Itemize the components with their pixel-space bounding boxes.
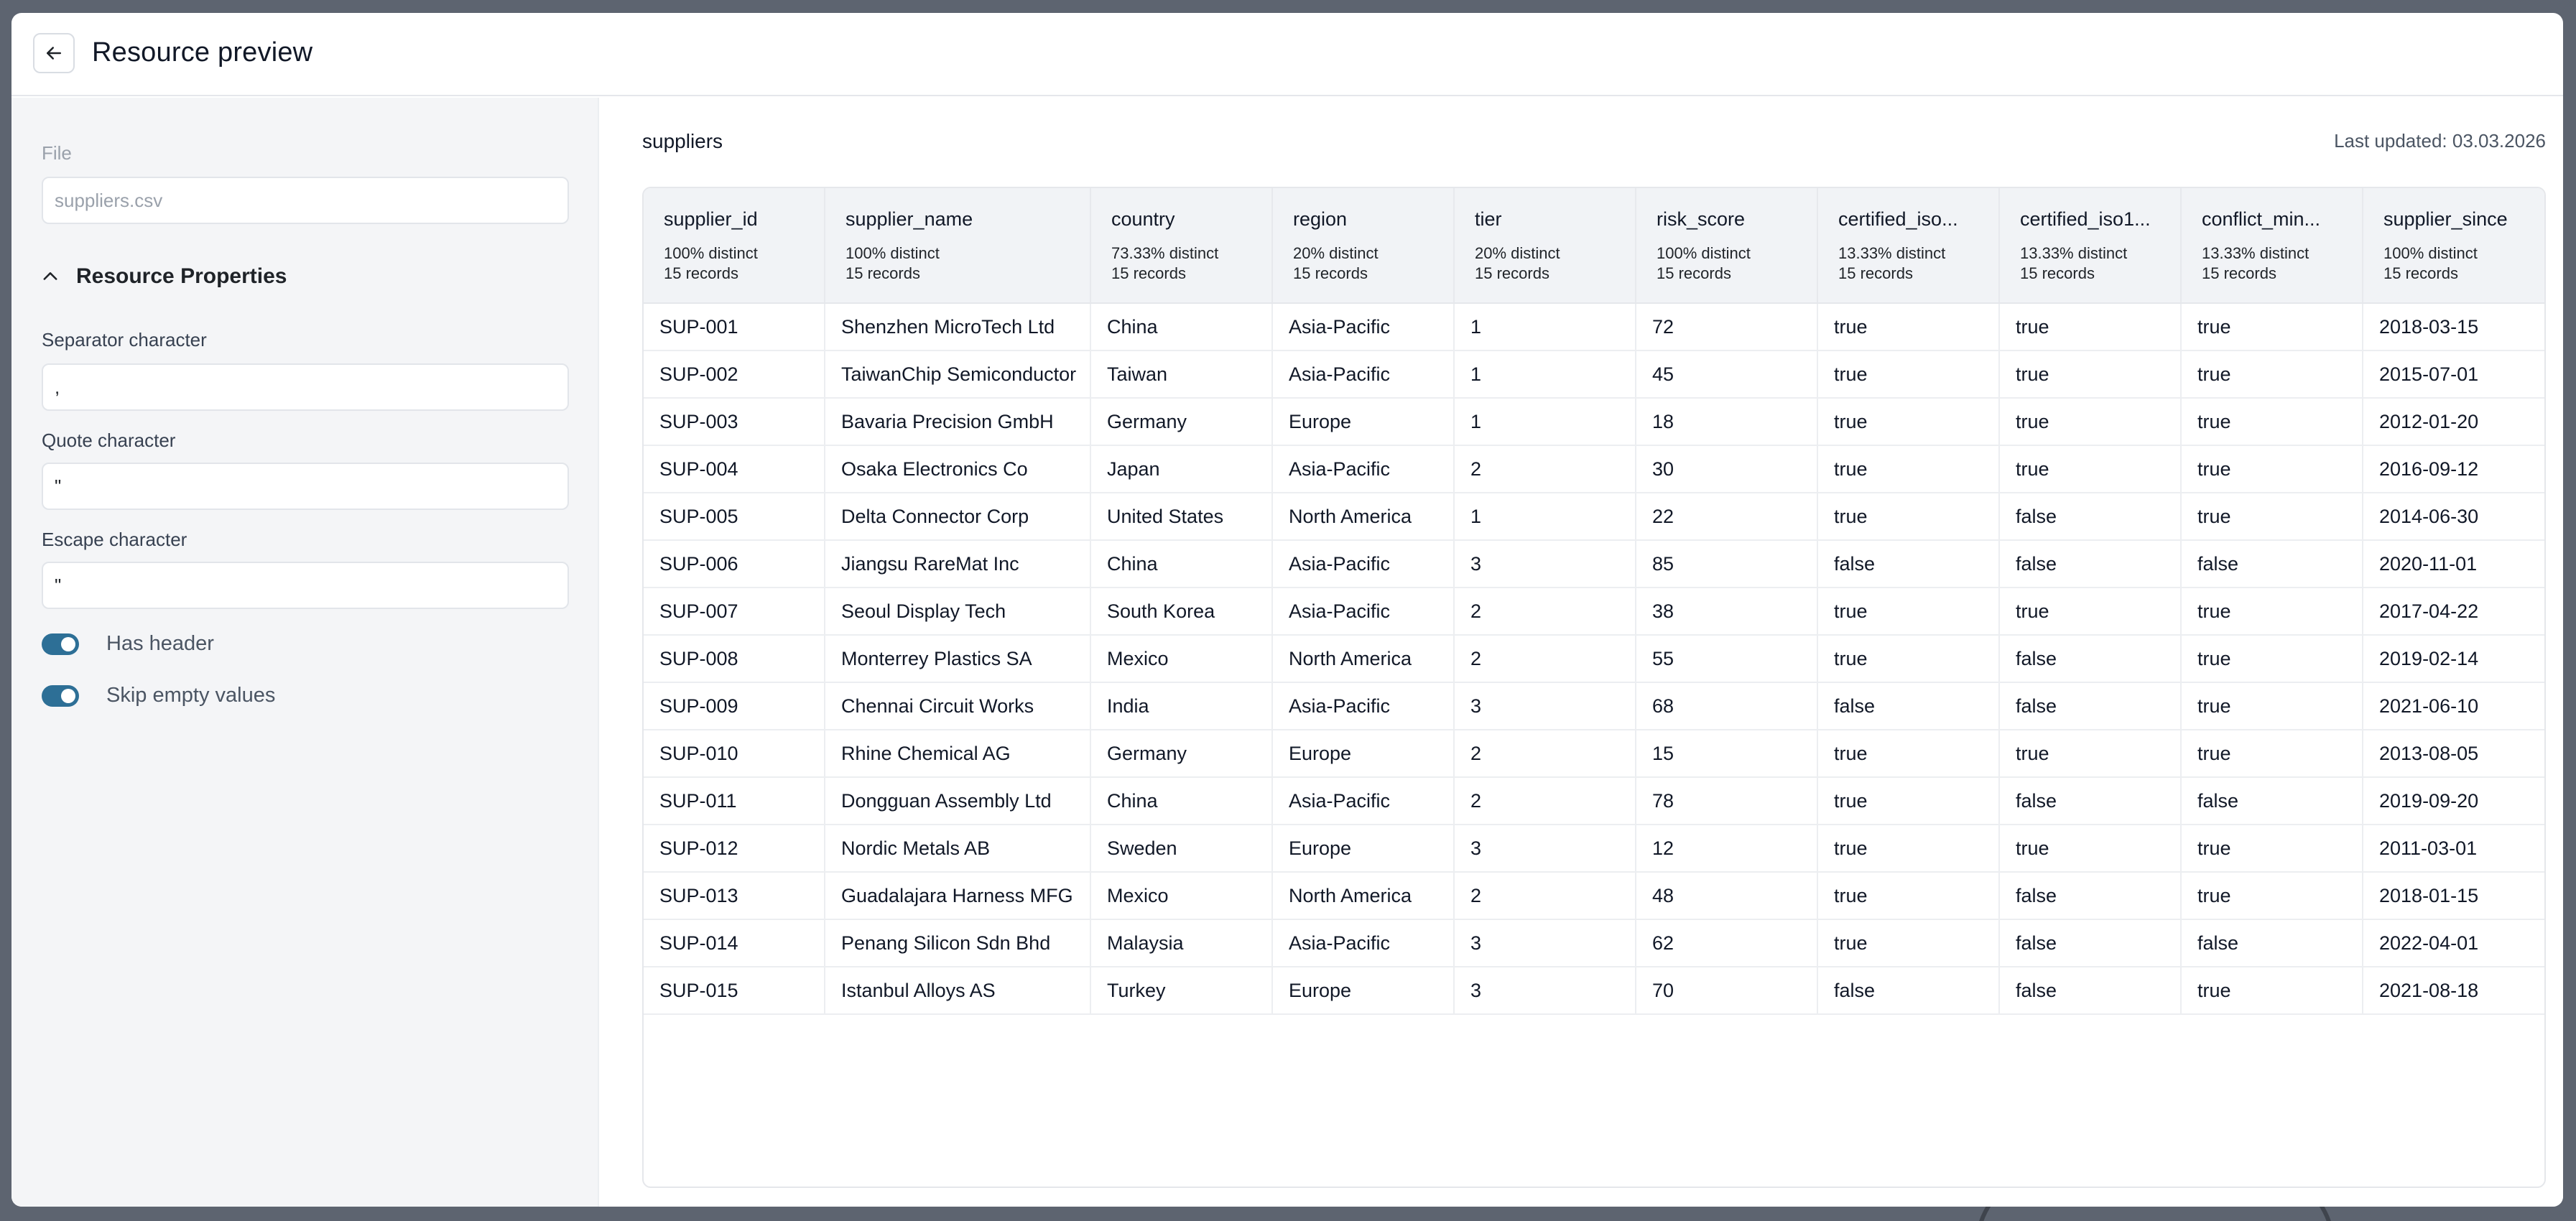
column-stats bbox=[2202, 243, 2362, 284]
column-distinct: 100% distinct bbox=[1657, 244, 1751, 262]
table-cell: 1 bbox=[1454, 493, 1636, 540]
file-label: File bbox=[42, 142, 72, 164]
has-header-row bbox=[42, 632, 214, 656]
table-cell: SUP-001 bbox=[644, 303, 825, 350]
table-cell: true bbox=[2181, 730, 2363, 777]
table-cell: Mexico bbox=[1090, 872, 1272, 919]
table-cell: 2021-08-18 bbox=[2363, 967, 2546, 1014]
table-cell: 2018-03-15 bbox=[2363, 303, 2546, 350]
resource-name: suppliers bbox=[642, 130, 723, 152]
table-cell: 68 bbox=[1636, 682, 1817, 730]
table-cell: North America bbox=[1272, 493, 1454, 540]
column-name: certified_iso... bbox=[1838, 208, 1958, 230]
table-cell: North America bbox=[1272, 635, 1454, 682]
table-cell: true bbox=[1817, 398, 1999, 445]
table-cell: Asia-Pacific bbox=[1272, 588, 1454, 635]
preview-main bbox=[601, 98, 2563, 1207]
last-updated: Last updated: 03.03.2026 bbox=[2334, 130, 2546, 152]
column-distinct: 100% distinct bbox=[2383, 244, 2478, 262]
table-cell: SUP-013 bbox=[644, 872, 825, 919]
table-cell: 85 bbox=[1636, 540, 1817, 588]
table-cell: South Korea bbox=[1090, 588, 1272, 635]
column-records: 15 records bbox=[1111, 264, 1186, 282]
separator-label: Separator character bbox=[42, 329, 207, 350]
table-cell: Istanbul Alloys AS bbox=[825, 967, 1090, 1014]
table-cell: true bbox=[1817, 825, 1999, 872]
column-records: 15 records bbox=[1657, 264, 1731, 282]
column-header[interactable] bbox=[2363, 188, 2546, 303]
resource-preview-modal bbox=[11, 13, 2563, 1207]
table-row[interactable] bbox=[644, 635, 2546, 682]
table-cell: Bavaria Precision GmbH bbox=[825, 398, 1090, 445]
column-header[interactable] bbox=[1999, 188, 2181, 303]
table-cell: 70 bbox=[1636, 967, 1817, 1014]
table-cell: SUP-008 bbox=[644, 635, 825, 682]
table-cell: true bbox=[2181, 682, 2363, 730]
quote-label: Quote character bbox=[42, 430, 176, 451]
table-cell: Jiangsu RareMat Inc bbox=[825, 540, 1090, 588]
table-cell: 62 bbox=[1636, 919, 1817, 967]
table-cell: 2 bbox=[1454, 588, 1636, 635]
table-row[interactable] bbox=[644, 730, 2546, 777]
table-cell: Osaka Electronics Co bbox=[825, 445, 1090, 493]
column-records: 15 records bbox=[845, 264, 920, 282]
table-cell: 2014-06-30 bbox=[2363, 493, 2546, 540]
table-cell: 12 bbox=[1636, 825, 1817, 872]
table-cell: 3 bbox=[1454, 967, 1636, 1014]
table-cell: Europe bbox=[1272, 398, 1454, 445]
table-cell: false bbox=[1999, 777, 2181, 825]
table-cell: Asia-Pacific bbox=[1272, 777, 1454, 825]
escape-label: Escape character bbox=[42, 529, 187, 550]
table-cell: false bbox=[1999, 635, 2181, 682]
table-cell: Monterrey Plastics SA bbox=[825, 635, 1090, 682]
table-cell: United States bbox=[1090, 493, 1272, 540]
chevron-up-icon bbox=[40, 266, 60, 287]
table-cell: true bbox=[2181, 303, 2363, 350]
column-header[interactable] bbox=[1817, 188, 1999, 303]
table-cell: 2 bbox=[1454, 635, 1636, 682]
column-name: supplier_id bbox=[664, 208, 758, 230]
table-cell: Asia-Pacific bbox=[1272, 540, 1454, 588]
column-records: 15 records bbox=[2383, 264, 2458, 282]
column-records: 15 records bbox=[1838, 264, 1913, 282]
table-cell: true bbox=[1817, 730, 1999, 777]
table-cell: false bbox=[2181, 540, 2363, 588]
table-cell: Turkey bbox=[1090, 967, 1272, 1014]
page-title: Resource preview bbox=[92, 37, 313, 68]
table-cell: Europe bbox=[1272, 825, 1454, 872]
column-distinct: 20% distinct bbox=[1293, 244, 1379, 262]
table-cell: SUP-015 bbox=[644, 967, 825, 1014]
quote-input[interactable] bbox=[42, 463, 569, 510]
table-cell: true bbox=[1999, 588, 2181, 635]
table-cell: 1 bbox=[1454, 398, 1636, 445]
table-cell: false bbox=[1999, 919, 2181, 967]
table-cell: SUP-007 bbox=[644, 588, 825, 635]
arrow-left-icon bbox=[43, 42, 65, 64]
column-stats bbox=[1111, 243, 1271, 284]
table-cell: true bbox=[1817, 303, 1999, 350]
table-cell: SUP-014 bbox=[644, 919, 825, 967]
table-cell: Dongguan Assembly Ltd bbox=[825, 777, 1090, 825]
column-distinct: 100% distinct bbox=[664, 244, 758, 262]
table-cell: Seoul Display Tech bbox=[825, 588, 1090, 635]
table-cell: 2015-07-01 bbox=[2363, 350, 2546, 398]
table-cell: 15 bbox=[1636, 730, 1817, 777]
table-cell: 55 bbox=[1636, 635, 1817, 682]
table-cell: Chennai Circuit Works bbox=[825, 682, 1090, 730]
column-distinct: 100% distinct bbox=[845, 244, 940, 262]
column-distinct: 20% distinct bbox=[1475, 244, 1560, 262]
table-cell: 1 bbox=[1454, 303, 1636, 350]
column-records: 15 records bbox=[2020, 264, 2095, 282]
table-cell: false bbox=[1999, 872, 2181, 919]
column-stats bbox=[845, 243, 1090, 284]
table-cell: true bbox=[1999, 350, 2181, 398]
column-stats bbox=[2383, 243, 2546, 284]
table-cell: China bbox=[1090, 303, 1272, 350]
has-header-label: Has header bbox=[106, 632, 214, 655]
table-cell: India bbox=[1090, 682, 1272, 730]
escape-input[interactable] bbox=[42, 562, 569, 609]
table-cell: true bbox=[2181, 635, 2363, 682]
column-records: 15 records bbox=[1293, 264, 1368, 282]
table-cell: true bbox=[1999, 730, 2181, 777]
skip-empty-toggle[interactable] bbox=[42, 685, 79, 707]
column-header[interactable] bbox=[825, 188, 1090, 303]
table-cell: 2016-09-12 bbox=[2363, 445, 2546, 493]
table-row[interactable] bbox=[644, 493, 2546, 540]
table-cell: false bbox=[1999, 682, 2181, 730]
table-row[interactable] bbox=[644, 682, 2546, 730]
table-cell: true bbox=[2181, 967, 2363, 1014]
table-row[interactable] bbox=[644, 303, 2546, 350]
has-header-toggle[interactable] bbox=[42, 633, 79, 655]
column-stats bbox=[1657, 243, 1817, 284]
column-distinct: 73.33% distinct bbox=[1111, 244, 1219, 262]
column-stats bbox=[664, 243, 824, 284]
table-cell: China bbox=[1090, 777, 1272, 825]
table-body bbox=[644, 303, 2546, 1014]
skip-empty-row bbox=[42, 684, 275, 707]
column-name: country bbox=[1111, 208, 1175, 230]
table-cell: 2018-01-15 bbox=[2363, 872, 2546, 919]
table-cell: 3 bbox=[1454, 825, 1636, 872]
table-cell: Japan bbox=[1090, 445, 1272, 493]
table-cell: SUP-003 bbox=[644, 398, 825, 445]
section-title: Resource Properties bbox=[76, 264, 287, 288]
table-cell: Asia-Pacific bbox=[1272, 682, 1454, 730]
table-cell: false bbox=[1999, 540, 2181, 588]
table-cell: TaiwanChip Semiconductor bbox=[825, 350, 1090, 398]
file-input[interactable] bbox=[42, 177, 569, 224]
table-cell: Sweden bbox=[1090, 825, 1272, 872]
table-cell: Germany bbox=[1090, 730, 1272, 777]
table-cell: true bbox=[1817, 493, 1999, 540]
table-cell: Asia-Pacific bbox=[1272, 303, 1454, 350]
table-cell: true bbox=[2181, 872, 2363, 919]
column-header[interactable] bbox=[1454, 188, 1636, 303]
column-stats bbox=[2020, 243, 2180, 284]
table-row[interactable] bbox=[644, 872, 2546, 919]
column-distinct: 13.33% distinct bbox=[2020, 244, 2128, 262]
table-cell: Rhine Chemical AG bbox=[825, 730, 1090, 777]
table-cell: true bbox=[1817, 635, 1999, 682]
table-cell: true bbox=[1817, 588, 1999, 635]
column-name: supplier_name bbox=[845, 208, 973, 230]
table-cell: true bbox=[1817, 919, 1999, 967]
table-cell: true bbox=[2181, 445, 2363, 493]
table-cell: Asia-Pacific bbox=[1272, 919, 1454, 967]
table-cell: SUP-006 bbox=[644, 540, 825, 588]
table-cell: Penang Silicon Sdn Bhd bbox=[825, 919, 1090, 967]
table-cell: 22 bbox=[1636, 493, 1817, 540]
table-cell: SUP-004 bbox=[644, 445, 825, 493]
table-cell: true bbox=[1817, 872, 1999, 919]
table-cell: 2012-01-20 bbox=[2363, 398, 2546, 445]
table-cell: SUP-011 bbox=[644, 777, 825, 825]
separator-input[interactable] bbox=[42, 363, 569, 411]
column-distinct: 13.33% distinct bbox=[1838, 244, 1946, 262]
table-cell: true bbox=[2181, 493, 2363, 540]
column-records: 15 records bbox=[664, 264, 738, 282]
table-cell: 18 bbox=[1636, 398, 1817, 445]
table-cell: false bbox=[1817, 682, 1999, 730]
column-stats bbox=[1838, 243, 1998, 284]
column-distinct: 13.33% distinct bbox=[2202, 244, 2309, 262]
properties-sidebar bbox=[11, 98, 599, 1207]
table-cell: 78 bbox=[1636, 777, 1817, 825]
table-cell: China bbox=[1090, 540, 1272, 588]
column-stats bbox=[1293, 243, 1453, 284]
table-cell: Europe bbox=[1272, 730, 1454, 777]
table-cell: 30 bbox=[1636, 445, 1817, 493]
table-cell: true bbox=[1817, 445, 1999, 493]
column-header[interactable] bbox=[1090, 188, 1272, 303]
table-cell: 3 bbox=[1454, 682, 1636, 730]
table-cell: false bbox=[2181, 919, 2363, 967]
column-name: conflict_min... bbox=[2202, 208, 2321, 230]
column-header[interactable] bbox=[1636, 188, 1817, 303]
table-cell: SUP-005 bbox=[644, 493, 825, 540]
table-cell: Asia-Pacific bbox=[1272, 445, 1454, 493]
table-cell: true bbox=[1999, 398, 2181, 445]
table-cell: SUP-009 bbox=[644, 682, 825, 730]
table-cell: 2019-02-14 bbox=[2363, 635, 2546, 682]
table-cell: false bbox=[1999, 493, 2181, 540]
table-cell: Germany bbox=[1090, 398, 1272, 445]
column-name: certified_iso1... bbox=[2020, 208, 2151, 230]
table-cell: 3 bbox=[1454, 540, 1636, 588]
table-cell: SUP-002 bbox=[644, 350, 825, 398]
column-header[interactable] bbox=[644, 188, 825, 303]
table-cell: Asia-Pacific bbox=[1272, 350, 1454, 398]
table-cell: 45 bbox=[1636, 350, 1817, 398]
table-cell: 2011-03-01 bbox=[2363, 825, 2546, 872]
table-cell: Europe bbox=[1272, 967, 1454, 1014]
column-stats bbox=[1475, 243, 1635, 284]
table-cell: false bbox=[1999, 967, 2181, 1014]
table-cell: 2020-11-01 bbox=[2363, 540, 2546, 588]
table-cell: Delta Connector Corp bbox=[825, 493, 1090, 540]
table-header-row bbox=[644, 188, 2546, 303]
table-cell: 1 bbox=[1454, 350, 1636, 398]
skip-empty-label: Skip empty values bbox=[106, 684, 276, 707]
table-cell: 2 bbox=[1454, 872, 1636, 919]
table-cell: Nordic Metals AB bbox=[825, 825, 1090, 872]
table-cell: 2 bbox=[1454, 445, 1636, 493]
column-records: 15 records bbox=[2202, 264, 2276, 282]
table-row[interactable] bbox=[644, 398, 2546, 445]
table-cell: 38 bbox=[1636, 588, 1817, 635]
table-row[interactable] bbox=[644, 588, 2546, 635]
table-cell: Shenzhen MicroTech Ltd bbox=[825, 303, 1090, 350]
column-records: 15 records bbox=[1475, 264, 1549, 282]
modal-header bbox=[11, 13, 2563, 96]
table-cell: true bbox=[2181, 825, 2363, 872]
table-row[interactable] bbox=[644, 540, 2546, 588]
table-row[interactable] bbox=[644, 445, 2546, 493]
table-cell: Malaysia bbox=[1090, 919, 1272, 967]
table-cell: SUP-012 bbox=[644, 825, 825, 872]
table-cell: 2021-06-10 bbox=[2363, 682, 2546, 730]
table-row[interactable] bbox=[644, 919, 2546, 967]
table-cell: false bbox=[1817, 540, 1999, 588]
data-table bbox=[644, 188, 2546, 1015]
table-cell: 2 bbox=[1454, 730, 1636, 777]
column-name: risk_score bbox=[1657, 208, 1746, 230]
table-cell: 2 bbox=[1454, 777, 1636, 825]
table-cell: true bbox=[2181, 588, 2363, 635]
table-cell: true bbox=[1999, 825, 2181, 872]
resource-properties-toggle[interactable] bbox=[40, 264, 287, 289]
table-cell: true bbox=[1817, 777, 1999, 825]
table-cell: 2019-09-20 bbox=[2363, 777, 2546, 825]
table-cell: SUP-010 bbox=[644, 730, 825, 777]
column-header[interactable] bbox=[1272, 188, 1454, 303]
table-cell: 72 bbox=[1636, 303, 1817, 350]
table-cell: false bbox=[2181, 777, 2363, 825]
table-cell: true bbox=[2181, 350, 2363, 398]
table-cell: 2013-08-05 bbox=[2363, 730, 2546, 777]
table-cell: Guadalajara Harness MFG bbox=[825, 872, 1090, 919]
table-cell: true bbox=[1999, 303, 2181, 350]
table-row[interactable] bbox=[644, 967, 2546, 1014]
table-row[interactable] bbox=[644, 350, 2546, 398]
table-cell: true bbox=[1999, 445, 2181, 493]
table-cell: true bbox=[1817, 350, 1999, 398]
table-cell: North America bbox=[1272, 872, 1454, 919]
back-button[interactable] bbox=[33, 33, 75, 73]
table-cell: true bbox=[2181, 398, 2363, 445]
table-row[interactable] bbox=[644, 777, 2546, 825]
column-header[interactable] bbox=[2181, 188, 2363, 303]
table-row[interactable] bbox=[644, 825, 2546, 872]
table-cell: false bbox=[1817, 967, 1999, 1014]
table-cell: Taiwan bbox=[1090, 350, 1272, 398]
table-cell: Mexico bbox=[1090, 635, 1272, 682]
table-cell: 2017-04-22 bbox=[2363, 588, 2546, 635]
column-name: tier bbox=[1475, 208, 1502, 230]
table-cell: 2022-04-01 bbox=[2363, 919, 2546, 967]
column-name: supplier_since bbox=[2383, 208, 2508, 230]
table-cell: 48 bbox=[1636, 872, 1817, 919]
data-table-container[interactable] bbox=[642, 187, 2546, 1188]
table-cell: 3 bbox=[1454, 919, 1636, 967]
column-name: region bbox=[1293, 208, 1348, 230]
